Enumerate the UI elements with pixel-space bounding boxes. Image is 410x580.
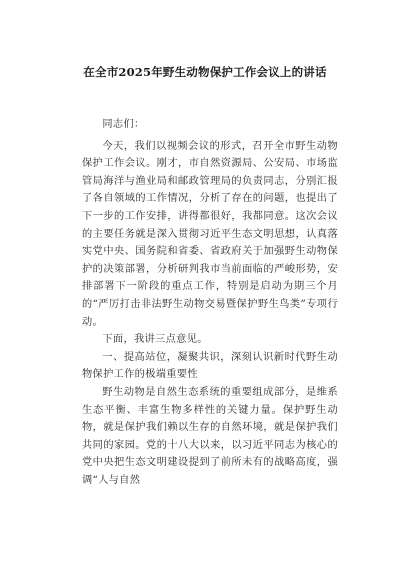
document-body [82, 116, 338, 489]
document-title: 在全市2025年野生动物保护工作会议上的讲话 [83, 65, 327, 79]
section-heading-1: 一、提高站位，凝聚共识，深刻认识新时代野生动物保护工作的极端重要性 [82, 351, 338, 381]
salutation: 同志们： [102, 119, 145, 130]
paragraph-opening: 今天，我们以视频会议的形式，召开全市野生动物保护工作会议。刚才，市自然资源局、公安局、市场监管局海洋与渔业局和邮政管理局的负责同志，分别汇报了各自领域的工作情况，分析了存在的问题，也提出了下一步的工作安排，讲得都很好，我都同意。这次会议的主要任务就是深入贯彻习近平生态文明思想，认真落实党中央、国务院和省委、省政府关于加强野生动物保护的决策部署，分析研判我市当前面临的严峻形势，安排部署下一阶段的重点工作，特别是启动为期三个月的“严厉打击非法野生动物交易暨保护野生鸟类”专项行动。 [82, 140, 338, 328]
paragraph-section-1: 野生动物是自然生态系统的重要组成部分，是维系生态平衡、丰富生物多样性的关键力量。保护野生动物，就是保护我们赖以生存的自然环境，就是保护我们共同的家园。党的十八大以来，以习近平同志为核心的党中央把生态文明建设提到了前所未有的战略高度，强调“人与自然 [82, 386, 338, 486]
paragraph-intro-points: 下面，我讲三点意见。 [102, 334, 208, 346]
